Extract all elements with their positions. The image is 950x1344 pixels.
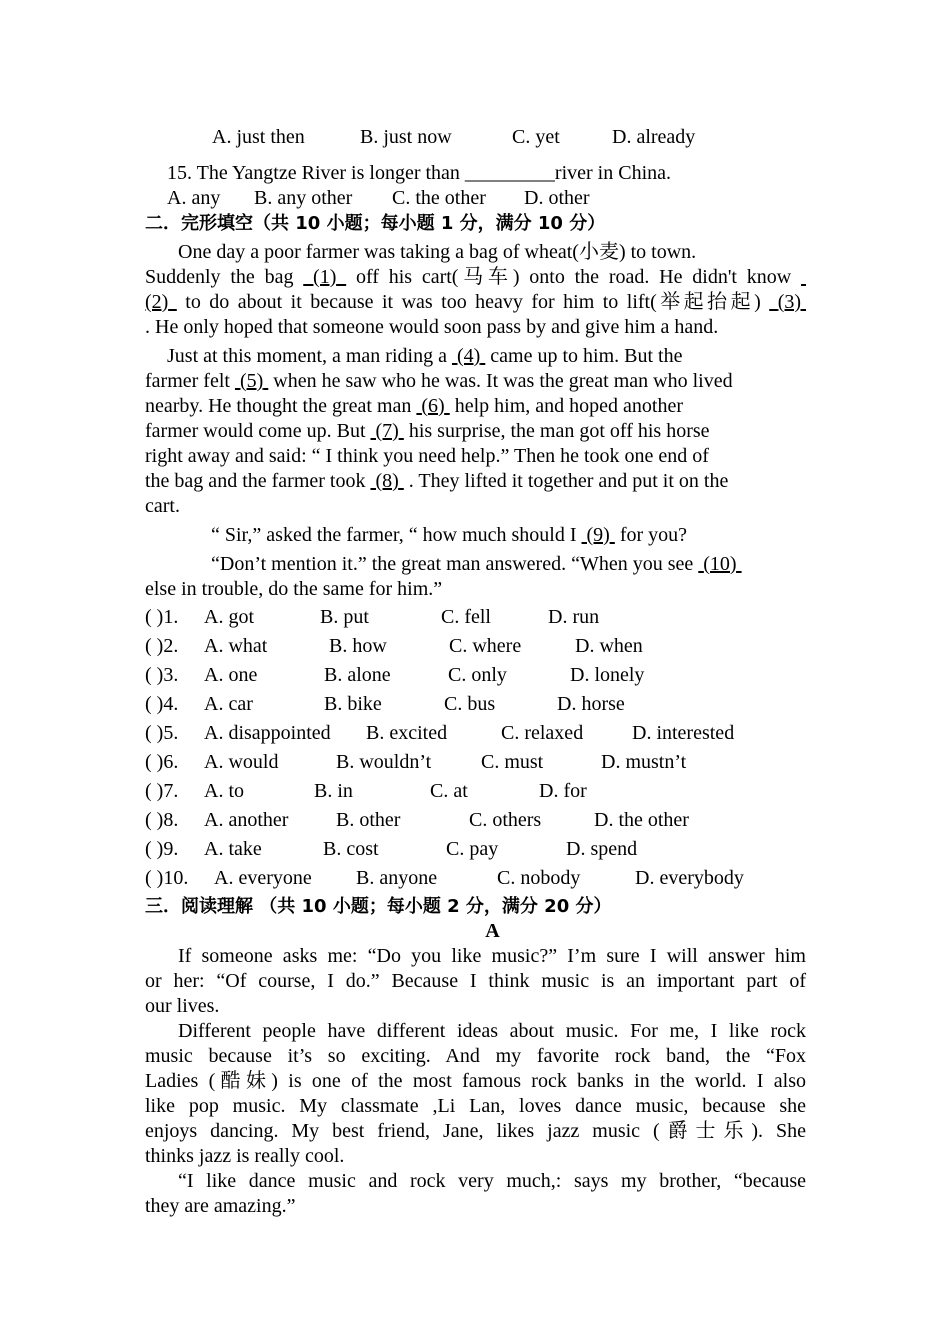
option[interactable]: B. bike xyxy=(324,693,382,715)
passage-line: Suddenly the bag (1) off his cart(马车) onto the road. He didn't know xyxy=(145,266,802,288)
option[interactable]: A. would xyxy=(204,751,279,773)
option: D. already xyxy=(612,126,696,148)
option[interactable]: C. nobody xyxy=(497,867,581,889)
blank-1[interactable]: (1) xyxy=(313,266,337,288)
passage-line: cart. xyxy=(145,495,180,517)
blank-4[interactable]: (4) xyxy=(456,345,481,367)
passage-line: thinks jazz is really cool. xyxy=(145,1145,345,1167)
passage-line: they are amazing.” xyxy=(145,1195,296,1217)
blank-10[interactable]: (10) xyxy=(703,553,737,575)
option[interactable]: C. must xyxy=(481,751,544,773)
option[interactable]: D. interested xyxy=(632,722,735,744)
passage-line: Different people have different ideas about music. For me, I like rock xyxy=(178,1020,806,1042)
passage-line: “ Sir,” asked the farmer, “ how much should I (9) for you? xyxy=(211,524,688,546)
option[interactable]: C. pay xyxy=(446,838,499,860)
option[interactable]: B. in xyxy=(314,780,353,802)
answer-bracket[interactable]: ( )5. xyxy=(145,722,179,744)
passage-line: the bag and the farmer took (8) . They lifted it together and put it on the xyxy=(145,470,729,492)
option[interactable]: D. run xyxy=(548,606,600,628)
option[interactable]: C. only xyxy=(448,664,507,686)
option[interactable]: C. fell xyxy=(441,606,491,628)
option[interactable]: C. where xyxy=(449,635,522,657)
blank-6[interactable]: (6) xyxy=(421,395,445,417)
answer-bracket[interactable]: ( )2. xyxy=(145,635,179,657)
option[interactable]: A. car xyxy=(204,693,253,715)
passage-line: “Don’t mention it.” the great man answered. “When you see (10) xyxy=(211,552,742,577)
passage-line: like pop music. My classmate ,Li Lan, loves dance music, because she xyxy=(145,1095,806,1117)
passage-line: right away and said: “ I think you need help.” Then he took one end of xyxy=(145,445,709,467)
blank-9[interactable]: (9) xyxy=(586,524,610,546)
section-2-heading: 二．完形填空（共 10 小题；每小题 1 分，满分 10 分） xyxy=(145,213,606,234)
option: D. other xyxy=(524,187,590,209)
option[interactable]: D. when xyxy=(575,635,643,657)
passage-label: A xyxy=(485,920,500,942)
blank-5[interactable]: (5) xyxy=(239,370,264,392)
option[interactable]: A. everyone xyxy=(214,867,312,889)
passage-line: One day a poor farmer was taking a bag of wheat(小麦) to town. xyxy=(178,241,697,263)
option[interactable]: A. what xyxy=(204,635,268,657)
answer-bracket[interactable]: ( )6. xyxy=(145,751,179,773)
option[interactable]: D. everybody xyxy=(635,867,744,889)
option: C. the other xyxy=(392,187,486,209)
option[interactable]: A. disappointed xyxy=(204,722,331,744)
section-3-heading: 三．阅读理解 （共 10 小题；每小题 2 分，满分 20 分） xyxy=(145,896,612,917)
option: C. yet xyxy=(512,126,560,148)
option[interactable]: D. mustn’t xyxy=(601,751,687,773)
option[interactable]: A. take xyxy=(204,838,262,860)
question-15-stem: 15. The Yangtze River is longer than _________river in China. xyxy=(167,162,672,184)
passage-line: Just at this moment, a man riding a (4) came up to him. But the xyxy=(167,345,683,367)
passage-line: Ladies (酷妹) is one of the most famous rock banks in the world. I also xyxy=(145,1070,806,1092)
passage-line: nearby. He thought the great man (6) help him, and hoped another xyxy=(145,395,683,417)
option[interactable]: C. relaxed xyxy=(501,722,584,744)
option[interactable]: B. alone xyxy=(324,664,391,686)
option[interactable]: C. others xyxy=(469,809,542,831)
answer-bracket[interactable]: ( )9. xyxy=(145,838,179,860)
option[interactable]: B. cost xyxy=(323,838,379,860)
passage-line: our lives. xyxy=(145,995,220,1017)
passage-line: enjoys dancing. My best friend, Jane, likes jazz music (爵士乐). She xyxy=(145,1120,806,1142)
option: B. just now xyxy=(360,126,452,148)
passage-line: . He only hoped that someone would soon pass by and give him a hand. xyxy=(145,316,719,338)
passage-line: or her: “Of course, I do.” Because I think music is an important part of xyxy=(145,970,806,992)
passage-line: If someone asks me: “Do you like music?” I’m sure I will answer him xyxy=(178,945,806,967)
option[interactable]: B. other xyxy=(336,809,401,831)
option[interactable]: B. wouldn’t xyxy=(336,751,432,773)
blank-7[interactable]: (7) xyxy=(375,420,399,442)
passage-line: (2) to do about it because it was too heavy for him to lift(举起抬起) (3) xyxy=(145,290,806,315)
blank-3[interactable]: (3) xyxy=(777,291,802,313)
option[interactable]: D. lonely xyxy=(570,664,645,686)
passage-line: farmer would come up. But (7) his surprise, the man got off his horse xyxy=(145,420,710,442)
option[interactable]: D. for xyxy=(539,780,587,802)
option[interactable]: B. put xyxy=(320,606,369,628)
option[interactable]: C. bus xyxy=(444,693,496,715)
option: A. just then xyxy=(212,126,305,148)
blank-8[interactable]: (8) xyxy=(375,470,399,492)
passage-line: “I like dance music and rock very much,: says my brother, “because xyxy=(178,1170,806,1192)
option[interactable]: A. got xyxy=(204,606,254,628)
option[interactable]: D. spend xyxy=(566,838,638,860)
option: B. any other xyxy=(254,187,353,209)
option[interactable]: A. another xyxy=(204,809,289,831)
option[interactable]: B. anyone xyxy=(356,867,438,889)
blank-2[interactable]: (2) xyxy=(145,291,169,313)
answer-bracket[interactable]: ( )10. xyxy=(145,867,189,889)
option[interactable]: D. horse xyxy=(557,693,625,715)
answer-bracket[interactable]: ( )8. xyxy=(145,809,179,831)
option: A. any xyxy=(167,187,221,209)
option[interactable]: A. to xyxy=(204,780,244,802)
option[interactable]: C. at xyxy=(430,780,468,802)
option[interactable]: D. the other xyxy=(594,809,689,831)
passage-line: farmer felt (5) when he saw who he was. It was the great man who lived xyxy=(145,370,733,392)
passage-line: music because it’s so exciting. And my favorite rock band, the “Fox xyxy=(145,1045,806,1067)
answer-bracket[interactable]: ( )4. xyxy=(145,693,179,715)
answer-bracket[interactable]: ( )3. xyxy=(145,664,179,686)
option[interactable]: B. excited xyxy=(366,722,448,744)
answer-bracket[interactable]: ( )7. xyxy=(145,780,179,802)
passage-line: else in trouble, do the same for him.” xyxy=(145,578,443,600)
option[interactable]: A. one xyxy=(204,664,258,686)
answer-bracket[interactable]: ( )1. xyxy=(145,606,179,628)
option[interactable]: B. how xyxy=(329,635,387,657)
